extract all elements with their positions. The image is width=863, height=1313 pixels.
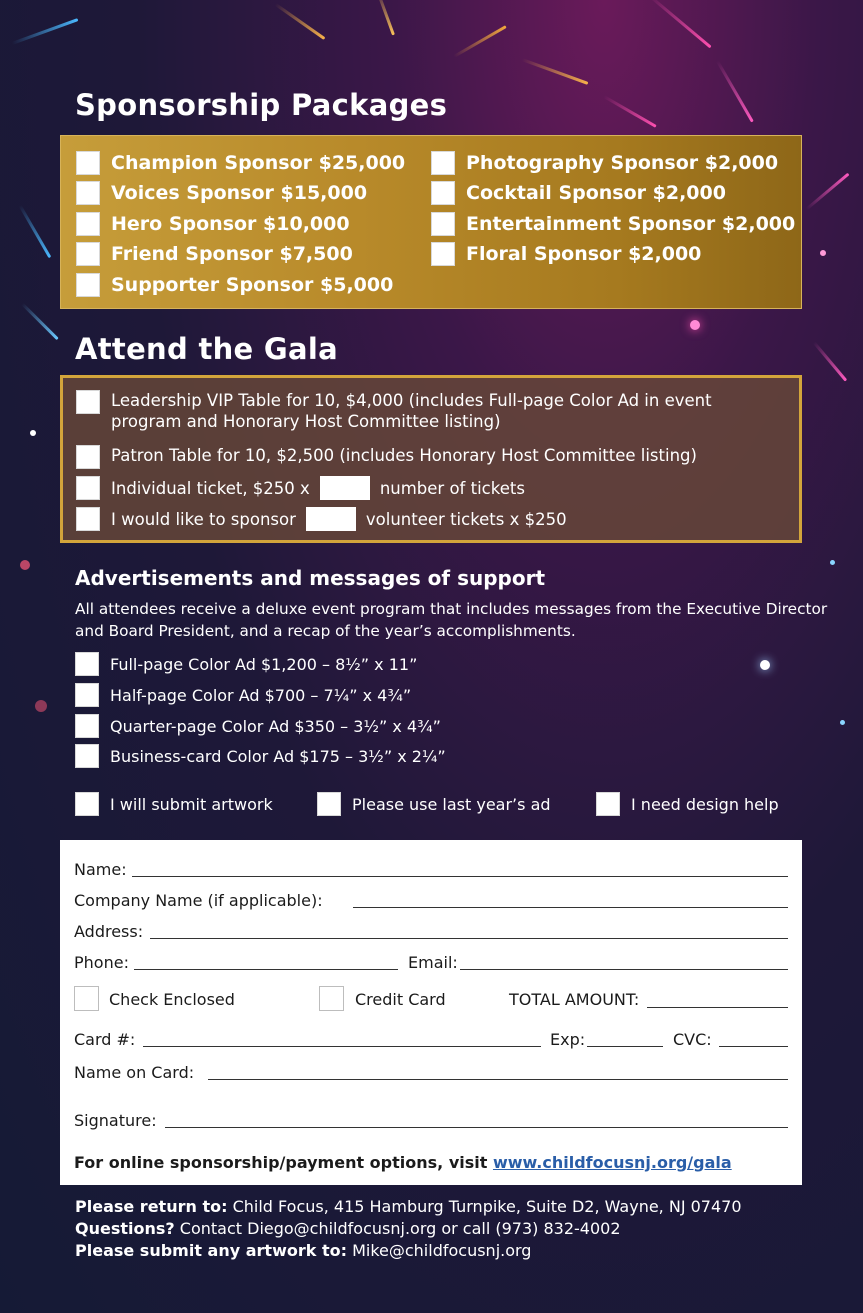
- vip-line-2: program and Honorary Host Committee listing): [111, 412, 501, 431]
- cvc-field[interactable]: [719, 1046, 788, 1047]
- checkbox[interactable]: [596, 792, 620, 816]
- gala-option-vip[interactable]: [76, 390, 712, 432]
- vip-line-1: Leadership VIP Table for 10, $4,000 (includes Full-page Color Ad in event: [111, 391, 712, 410]
- phone-field[interactable]: [134, 969, 398, 970]
- sponsor-option[interactable]: [76, 151, 405, 175]
- sponsor-label: Friend Sponsor $7,500: [111, 243, 353, 265]
- checkbox[interactable]: [75, 744, 99, 768]
- ad-option[interactable]: [75, 744, 446, 768]
- company-field[interactable]: [353, 907, 788, 908]
- name-label: Name:: [74, 860, 127, 879]
- return-label: Please return to:: [75, 1197, 228, 1216]
- total-amount-field[interactable]: [647, 1007, 788, 1008]
- sponsor-label: Cocktail Sponsor $2,000: [466, 182, 726, 204]
- ad-option-label: Full-page Color Ad $1,200 – 8½” x 11”: [110, 654, 418, 674]
- artwork-option-label: I need design help: [631, 794, 779, 814]
- ad-option[interactable]: [75, 652, 417, 676]
- total-amount-label: TOTAL AMOUNT:: [509, 990, 640, 1009]
- cvc-label: CVC:: [673, 1030, 712, 1049]
- gala-option-label: I would like to sponsor: [111, 509, 296, 529]
- ads-description: All attendees receive a deluxe event program that includes messages from the Executive Director and Board President, and a recap of the year’s accomplishments.: [75, 600, 828, 640]
- name-on-card-label: Name on Card:: [74, 1063, 195, 1082]
- artwork-option-label: Please use last year’s ad: [352, 794, 551, 814]
- gala-option-label: number of tickets: [379, 478, 525, 498]
- checkbox[interactable]: [76, 507, 100, 531]
- name-field[interactable]: [132, 876, 788, 877]
- artwork-option[interactable]: [596, 792, 779, 816]
- exp-label: Exp:: [550, 1030, 586, 1049]
- checkbox[interactable]: [76, 273, 100, 297]
- sponsor-label: Supporter Sponsor $5,000: [111, 274, 394, 296]
- questions-contact: Contact Diego@childfocusnj.org or call (973) 832-4002: [179, 1219, 621, 1238]
- address-label: Address:: [74, 922, 144, 941]
- credit-card-checkbox[interactable]: [319, 986, 344, 1011]
- sponsor-label: Voices Sponsor $15,000: [111, 182, 368, 204]
- sponsor-label: Hero Sponsor $10,000: [111, 213, 350, 235]
- checkbox[interactable]: [75, 683, 99, 707]
- checkbox[interactable]: [76, 212, 100, 236]
- signature-label: Signature:: [74, 1111, 157, 1130]
- checkbox[interactable]: [76, 242, 100, 266]
- online-options: [74, 1153, 732, 1172]
- checkbox[interactable]: [76, 181, 100, 205]
- sparkle: [30, 430, 36, 436]
- online-link[interactable]: www.childfocusnj.org/gala: [492, 1153, 732, 1172]
- sparkle: [830, 560, 835, 565]
- checkbox[interactable]: [431, 242, 455, 266]
- questions-label: Questions?: [75, 1219, 175, 1238]
- sponsor-label: Floral Sponsor $2,000: [466, 243, 702, 265]
- return-info: [75, 1197, 742, 1216]
- ad-option-label: Business-card Color Ad $175 – 3½” x 2¼”: [110, 746, 446, 766]
- order-form: [60, 840, 802, 1185]
- sponsorship-panel: [60, 135, 802, 309]
- sponsor-label: Champion Sponsor $25,000: [111, 152, 406, 174]
- firework-streak: [12, 18, 79, 45]
- sparkle: [840, 720, 845, 725]
- gala-heading: Attend the Gala: [75, 332, 338, 366]
- artwork-label: Please submit any artwork to:: [75, 1241, 347, 1260]
- gala-option-label: [111, 390, 712, 432]
- name-on-card-field[interactable]: [208, 1079, 788, 1080]
- firework-streak: [522, 58, 589, 85]
- checkbox[interactable]: [75, 652, 99, 676]
- firework-streak: [813, 341, 847, 381]
- sponsor-option[interactable]: [76, 212, 350, 236]
- sparkle: [760, 660, 770, 670]
- firework-streak: [648, 0, 711, 48]
- exp-field[interactable]: [587, 1046, 663, 1047]
- firework-streak: [21, 303, 58, 340]
- online-options-text: For online sponsorship/payment options, visit: [74, 1153, 488, 1172]
- ad-option[interactable]: [75, 714, 441, 738]
- gala-panel: [60, 375, 802, 543]
- company-label: Company Name (if applicable):: [74, 891, 323, 910]
- sponsor-option[interactable]: [76, 181, 367, 205]
- volunteer-count-input[interactable]: [306, 507, 356, 531]
- ticket-count-input[interactable]: [320, 476, 370, 500]
- signature-field[interactable]: [165, 1127, 788, 1128]
- sparkle: [690, 320, 700, 330]
- artwork-option[interactable]: [317, 792, 551, 816]
- sparkle: [820, 250, 826, 256]
- sponsor-option[interactable]: [431, 181, 726, 205]
- checkbox[interactable]: [431, 151, 455, 175]
- firework-streak: [716, 60, 754, 122]
- checkbox[interactable]: [431, 181, 455, 205]
- sponsor-option[interactable]: [76, 242, 353, 266]
- sponsor-option[interactable]: [431, 151, 778, 175]
- sparkle: [20, 560, 30, 570]
- check-enclosed-label: Check Enclosed: [109, 990, 235, 1009]
- sponsorship-heading: Sponsorship Packages: [75, 88, 448, 122]
- checkbox[interactable]: [76, 151, 100, 175]
- checkbox[interactable]: [76, 390, 100, 414]
- firework-streak: [603, 95, 656, 128]
- email-field[interactable]: [460, 969, 788, 970]
- return-address: Child Focus, 415 Hamburg Turnpike, Suite D2, Wayne, NJ 07470: [232, 1197, 742, 1216]
- address-field[interactable]: [150, 938, 788, 939]
- firework-streak: [805, 173, 849, 211]
- sponsor-option[interactable]: [76, 273, 393, 297]
- gala-option-volunteer[interactable]: [76, 507, 567, 531]
- ad-option-label: Quarter-page Color Ad $350 – 3½” x 4¾”: [110, 716, 441, 736]
- checkbox[interactable]: [76, 445, 100, 469]
- card-number-field[interactable]: [143, 1046, 541, 1047]
- ads-heading: Advertisements and messages of support: [75, 566, 546, 590]
- gala-option-label: volunteer tickets x $250: [365, 509, 567, 529]
- artwork-info: [75, 1241, 531, 1260]
- firework-streak: [453, 25, 506, 58]
- firework-streak: [19, 205, 52, 258]
- checkbox[interactable]: [431, 212, 455, 236]
- sponsor-option[interactable]: [431, 212, 795, 236]
- ad-option-label: Half-page Color Ad $700 – 7¼” x 4¾”: [110, 685, 412, 705]
- questions-info: [75, 1219, 621, 1238]
- sparkle: [35, 700, 47, 712]
- sponsor-option[interactable]: [431, 242, 701, 266]
- credit-card-label: Credit Card: [355, 990, 446, 1009]
- gala-option-label: Patron Table for 10, $2,500 (includes Honorary Host Committee listing): [111, 446, 697, 465]
- gala-option-individual[interactable]: [76, 476, 525, 500]
- sponsor-label: Entertainment Sponsor $2,000: [466, 213, 796, 235]
- ad-option[interactable]: [75, 683, 411, 707]
- artwork-email: Mike@childfocusnj.org: [352, 1241, 532, 1260]
- artwork-option-label: I will submit artwork: [110, 794, 273, 814]
- email-label: Email:: [408, 953, 458, 972]
- artwork-option[interactable]: [75, 792, 273, 816]
- checkbox[interactable]: [75, 792, 99, 816]
- check-enclosed-checkbox[interactable]: [74, 986, 99, 1011]
- firework-streak: [375, 0, 395, 36]
- gala-option-patron[interactable]: [76, 445, 697, 469]
- checkbox[interactable]: [317, 792, 341, 816]
- firework-streak: [275, 3, 326, 40]
- checkbox[interactable]: [76, 476, 100, 500]
- phone-label: Phone:: [74, 953, 129, 972]
- gala-option-label: Individual ticket, $250 x: [111, 478, 310, 498]
- card-number-label: Card #:: [74, 1030, 136, 1049]
- sponsor-label: Photography Sponsor $2,000: [466, 152, 779, 174]
- checkbox[interactable]: [75, 714, 99, 738]
